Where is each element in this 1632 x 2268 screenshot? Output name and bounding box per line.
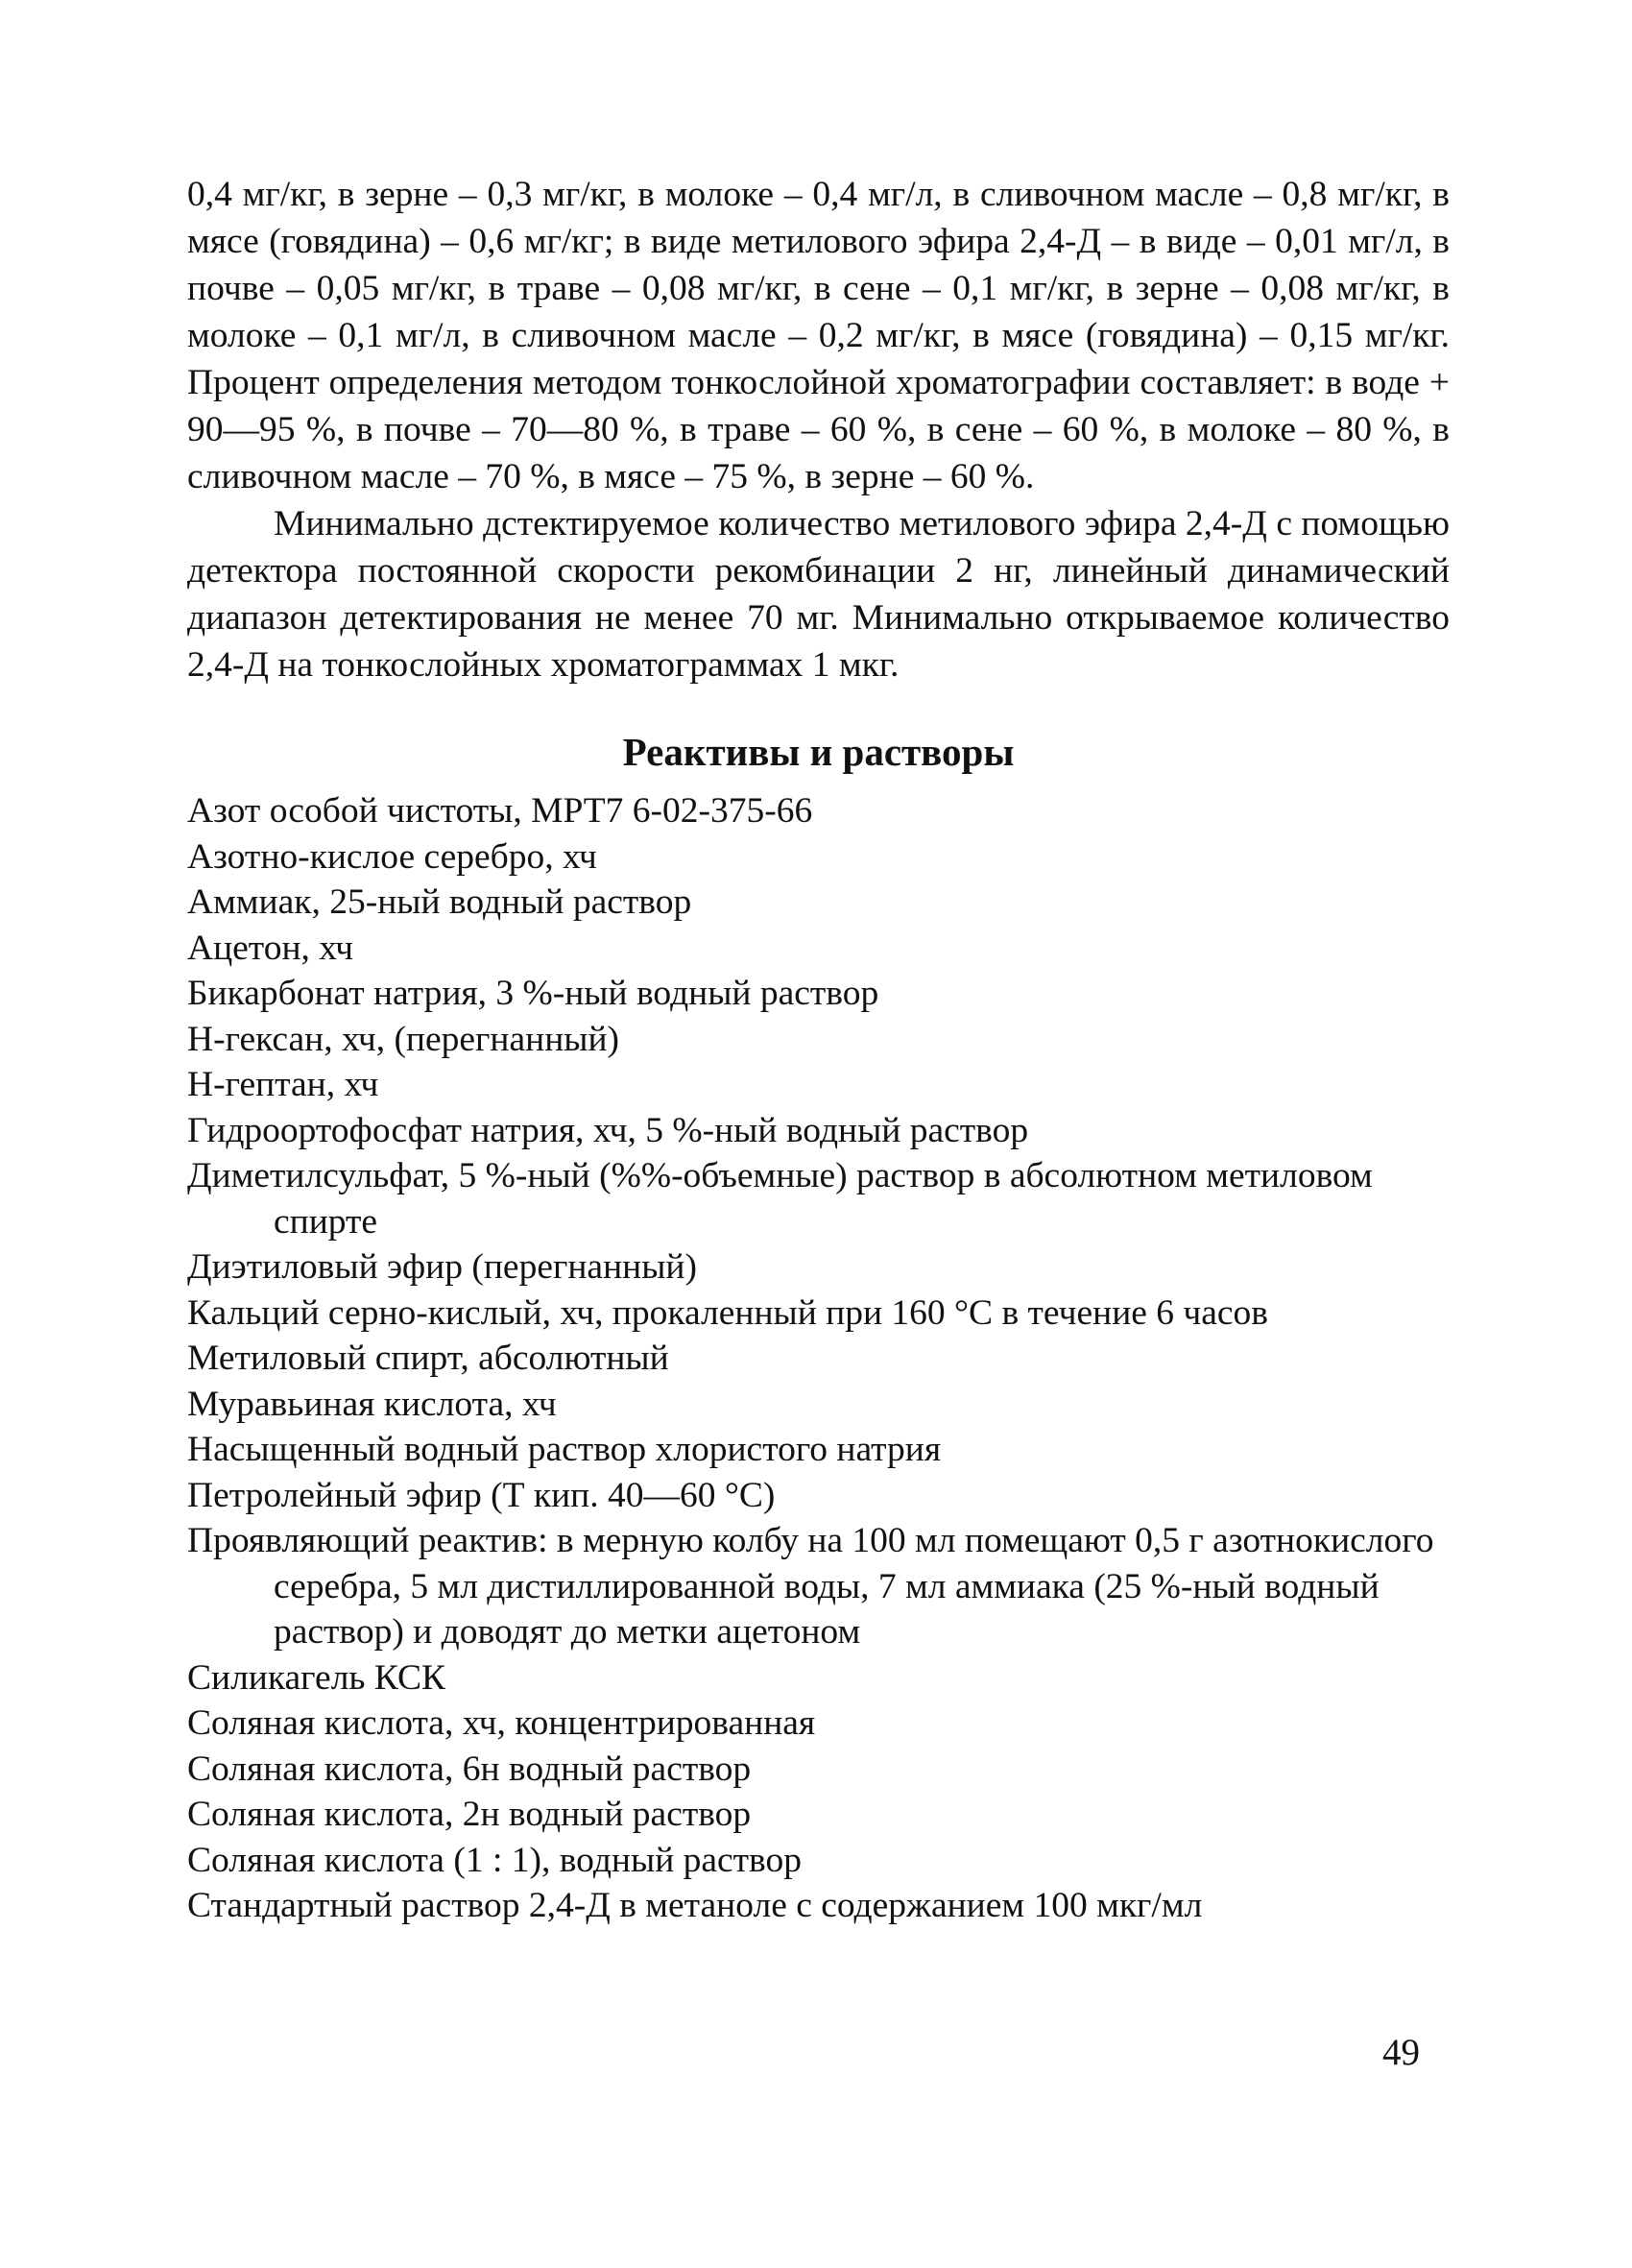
reagent-item: Гидроортофосфат натрия, хч, 5 %-ный водный раствор [187,1110,1029,1150]
reagent-item: Петролейный эфир (Т кип. 40—60 °С) [187,1475,776,1515]
reagent-item: Силикагель КСК [187,1657,445,1698]
section-title: Реактивы и растворы [622,730,1015,774]
page-body [187,171,1450,1929]
reagent-item: Насыщенный водный раствор хлористого натрия [187,1430,942,1469]
reagent-item: Соляная кислота, 6н водный раствор [187,1749,752,1789]
reagent-item: Кальций серно-кислый, хч, прокаленный при 160 °С в течение 6 часов [187,1292,1269,1333]
reagent-item: Н-гексан, хч, (перегнанный) [187,1019,620,1059]
paragraph-detection-limits: 0,4 мг/кг, в зерне – 0,3 мг/кг, в молоке – 0,4 мг/л, в сливочном масле – 0,8 мг/кг, в мясе (говядина) – 0,6 мг/кг; в виде метилового эфира 2,4-Д – в виде – 0,01 мг/л, в почве – 0,05 мг/кг, в траве – 0,08 мг/кг, в сене – 0,1 мг/кг, в зерне – 0,08 мг/кг, в молоке – 0,1 мг/л, в сливочном масле – 0,2 мг/кг, в мясе (говядина) – 0,15 мг/кг. Процент определения методом тонкослойной хроматографии составляет: в воде + 90—95 %, в почве – 70—80 %, в траве – 60 %, в сене – 60 %, в молоке – 80 %, в сливочном масле – 70 %, в мясе – 75 %, в зерне – 60 %. [187,175,1450,496]
reagent-item: Метиловый спирт, абсолютный [187,1339,669,1378]
reagent-item: Муравьиная кислота, хч [187,1384,557,1424]
reagent-item: Проявляющий реактив: в мерную колбу на 100 мл помещают 0,5 г азотнокислого серебра, 5 мл дистиллированной воды, 7 мл аммиака (25 %-ный водный раствор) и доводят до метки ацетоном [187,1521,1434,1652]
page-number: 49 [1382,2032,1420,2073]
reagent-item: Бикарбонат натрия, 3 %-ный водный раствор [187,974,879,1013]
reagent-item: Ацетон, хч [187,928,353,968]
reagent-item: Диметилсульфат, 5 %-ный (%%-объемные) раствор в абсолютном метиловом спирте [187,1156,1373,1242]
reagent-item: Стандартный раствор 2,4-Д в метаноле с содержанием 100 мкг/мл [187,1886,1203,1925]
reagent-item: Диэтиловый эфир (перегнанный) [187,1247,697,1287]
reagent-item: Н-гептан, хч [187,1065,379,1104]
reagent-item: Аммиак, 25-ный водный раствор [187,882,692,922]
reagent-item: Азотно-кислое серебро, хч [187,836,597,877]
reagent-item: Соляная кислота, 2н водный раствор [187,1795,752,1834]
paragraph-minimum-detectable: Минимально дстектируемое количество метилового эфира 2,4-Д с помощью детектора постоянной скорости рекомбинации 2 нг, линейный динамический диапазон детектирования не менее 70 мг. Минимально открываемое количество 2,4-Д на тонкослойных хроматограммах 1 мкг. [187,504,1450,685]
reagent-list [187,788,1450,1929]
reagent-item: Соляная кислота, хч, концентрированная [187,1703,816,1743]
reagent-item: Азот особой чистоты, МРТ7 6-02-375-66 [187,791,813,831]
reagent-item: Соляная кислота (1 : 1), водный раствор [187,1840,803,1880]
